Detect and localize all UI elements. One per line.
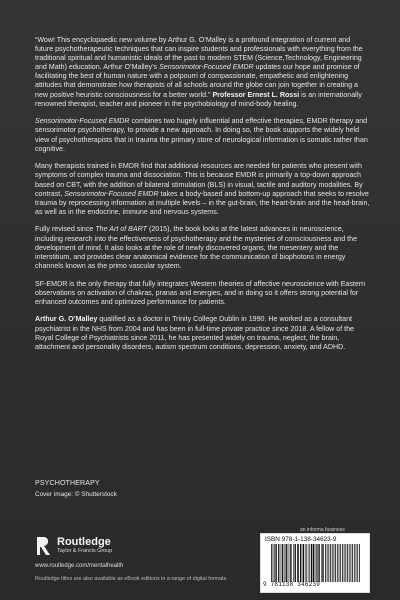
- previous-title-italic: The Art of BART: [95, 225, 147, 234]
- publisher-subtitle: Taylor & Francis Group: [57, 548, 113, 554]
- ebook-note: Routledge titles are also available as eBook editions in a range of digital formats: [35, 576, 227, 582]
- summary-paragraph: [35, 117, 370, 153]
- book-title-italic: Sensorimotor-Focused EMDR: [64, 189, 159, 198]
- approach-text: Many therapists trained in EMDR find that additional resources are needed for patients who present with symptoms of complex trauma and dissociation. This is because EMDR is primarily a top-down approach based on CBT, with the addition of bilateral stimulation (BLS) in visual, tactile and auditory modalities. By contrast,: [35, 162, 363, 198]
- approach-text-rest: takes a body-based and bottom-up approach that seeks to resolve trauma by reprocessing information at multiple levels – in the gut-brain, the heart-brain and the head-brain, as well as in the endocrine, immune and nervous systems.: [35, 189, 370, 216]
- summary-text: combines two hugely influential and effective therapies, EMDR therapy and sensorimotor psychotherapy, to provide a new approach. In doing so, the book supports the widely held view of psychotherapists that in trauma the primary store of neurological information is somatic rather than cognitive.: [35, 117, 368, 153]
- book-title-italic: Sensorimotor-Focused EMDR: [35, 117, 130, 126]
- endorser-name: Professor Ernest L. Rossi: [212, 90, 300, 99]
- subject-category: PSYCHOTHERAPY: [35, 479, 100, 487]
- author-name: Arthur G. O’Malley: [35, 315, 98, 324]
- routledge-logo-icon: [35, 535, 53, 557]
- isbn-barcode: [260, 533, 370, 593]
- barcode-bars: [271, 544, 361, 582]
- informa-tagline: an informa business: [300, 527, 345, 533]
- endorsement-paragraph: [35, 36, 370, 109]
- endorsement-quote: “Wow! This encyclopaedic new volume by Arthur G. O’Malley is a profound integration of current and future psychotherapeutic techniques that can inspire students and professionals with everything from the traditional spiritual and humanistic ideals of the past to modern STEM (Science,Technology, Engineering and Math) education. Arthur O’Malley’s: [35, 36, 363, 72]
- isbn-text: ISBN 978-1-138-34623-9: [265, 536, 337, 543]
- revision-paragraph: [35, 225, 370, 270]
- approach-paragraph: [35, 162, 370, 217]
- publisher-block: [35, 535, 215, 575]
- barcode-digits: 9 781138 346239: [263, 581, 321, 588]
- book-title-italic: Sensorimotor-Focused EMDR: [159, 63, 254, 72]
- author-bio: qualified as a doctor in Trinity College Dublin in 1990. He worked as a consultant psychiatrist in the NHS from 2004 and has been in full-time private practice since 2018. A fellow of the Royal College of Psychiatrists since 2011, he has presented widely on trauma, neglect, the brain, attachment and personality disorders, autism spectrum conditions, depression, anxiety, and ADHD.: [35, 315, 354, 351]
- endorsement-quote-rest: updates our hope and promise of facilitating the best of human nature with a potpourri of compassionate, empathetic and enlightening attitudes that demonstrate how therapists of all schools around the globe can join together in creating a new positive heuristic consciousness for a better world.”: [35, 63, 360, 99]
- cover-credit: Cover image: © Shutterstock: [35, 491, 117, 498]
- publisher-name: Routledge: [57, 536, 111, 548]
- author-bio-paragraph: [35, 315, 370, 351]
- revision-text-rest: (2015), the book looks at the latest advances in neuroscience, including research into the effectiveness of psychotherapy and the mysteries of consciousness and the development of mind. It also looks at the role of newly discovered organs, the mesentery and the interstitium, and provides clear anatomical evidence for the communication of biophotons in energy channels known as the primo vascular system.: [35, 225, 358, 270]
- publisher-url: www.routledge.com/mentalhealth: [35, 563, 124, 569]
- endorser-description: is an internationally renowned therapist, teacher and pioneer in the psychobiology of mind-body healing.: [35, 90, 362, 108]
- blurb-text: [35, 36, 370, 360]
- integration-paragraph: SF-EMDR is the only therapy that fully integrates Western theories of affective neuroscience with Eastern observations on activation of chakras, pranas and energies, and in doing so it offers strong potential for enhanced outcomes and optimized performance for patients.: [35, 279, 366, 306]
- revision-text: Fully revised since: [35, 225, 96, 234]
